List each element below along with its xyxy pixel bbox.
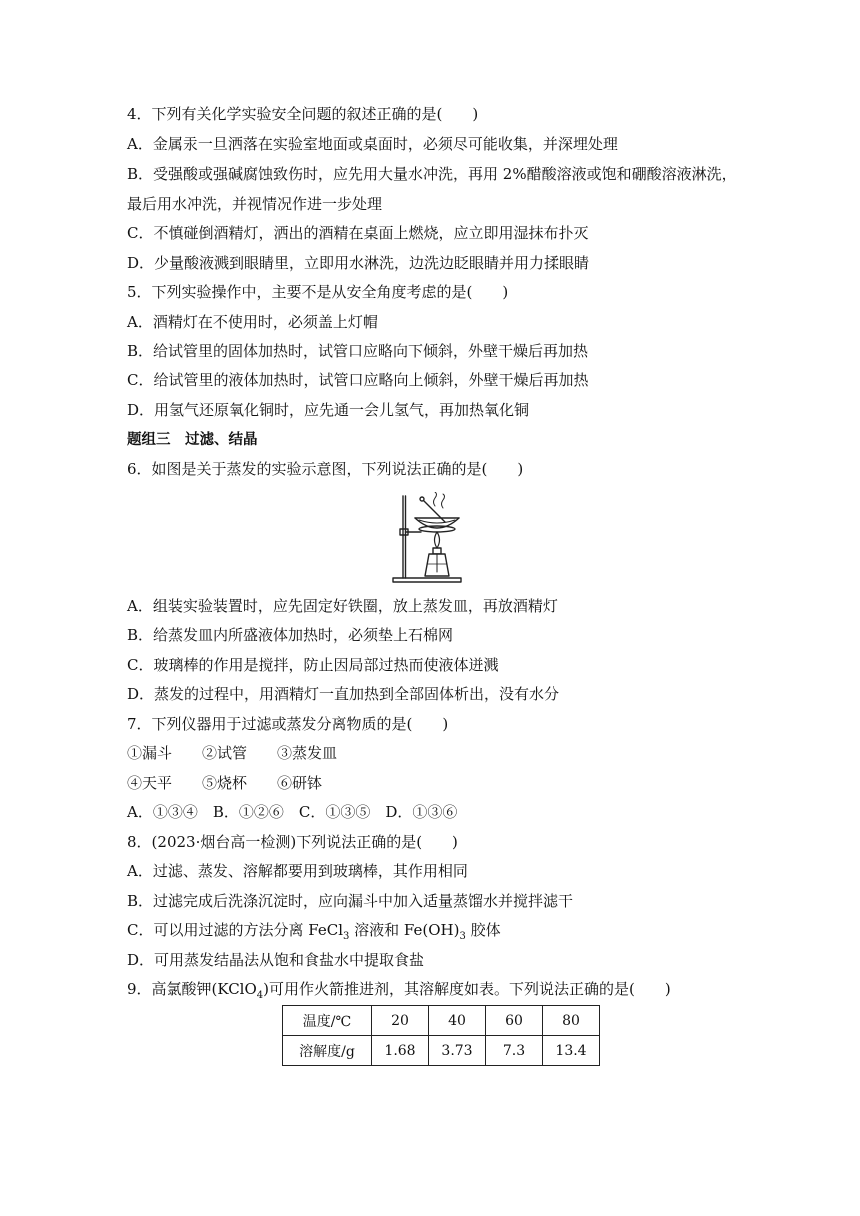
q8-option-c: C．可以用过滤的方法分离 FeCl$_3$ 溶液和 $Fe(OH)_3$ 胶体 — [127, 921, 501, 942]
table-cell: 80 — [543, 1006, 600, 1036]
q8-option-a: A．过滤、蒸发、溶解都要用到玻璃棒，其作用相同 — [127, 862, 468, 880]
q6-option-a: A．组装实验装置时，应先固定好铁圈，放上蒸发皿，再放酒精灯 — [127, 597, 558, 615]
q5-option-b: B．给试管里的固体加热时，试管口应略向下倾斜，外壁干燥后再加热 — [127, 342, 589, 360]
solubility-table — [282, 1005, 600, 1066]
q8-stem: 8．(2023·烟台高一检测)下列说法正确的是( ) — [127, 833, 458, 851]
q4-option-a: A．金属汞一旦洒落在实验室地面或桌面时，必须尽可能收集，并深埋处理 — [127, 135, 618, 153]
q7-items-row2: ④天平 ⑤烧杯 ⑥研钵 — [127, 774, 323, 792]
q7-items-row1: ①漏斗 ②试管 ③蒸发皿 — [127, 744, 338, 762]
table-cell: 3.73 — [429, 1036, 486, 1066]
q5-option-a: A．酒精灯在不使用时，必须盖上灯帽 — [127, 313, 378, 331]
table-cell-temperature-label: 温度/℃ — [283, 1006, 372, 1036]
q4-stem: 4．下列有关化学实验安全问题的叙述正确的是( ) — [127, 105, 479, 123]
evaporation-apparatus-figure — [391, 492, 463, 584]
table-cell-solubility-label: 溶解度/g — [283, 1036, 372, 1066]
q4-option-c: C．不慎碰倒酒精灯，洒出的酒精在桌面上燃烧，应立即用湿抹布扑灭 — [127, 224, 589, 242]
table-cell: 13.4 — [543, 1036, 600, 1066]
table-cell: 20 — [372, 1006, 429, 1036]
table-row — [283, 1036, 600, 1066]
table-cell: 1.68 — [372, 1036, 429, 1066]
q8-option-d: D．可用蒸发结晶法从饱和食盐水中提取食盐 — [127, 951, 425, 969]
q7-stem: 7．下列仪器用于过滤或蒸发分离物质的是( ) — [127, 715, 449, 733]
q6-stem: 6．如图是关于蒸发的实验示意图，下列说法正确的是( ) — [127, 460, 524, 478]
q8-option-b: B．过滤完成后洗涤沉淀时，应向漏斗中加入适量蒸馏水并搅拌滤干 — [127, 892, 574, 910]
q7-options: A．①③④ B．①②⑥ C．①③⑤ D．①③⑥ — [127, 803, 458, 821]
q6-option-d: D．蒸发的过程中，用酒精灯一直加热到全部固体析出，没有水分 — [127, 685, 560, 703]
table-row — [283, 1006, 600, 1036]
q6-option-c: C．玻璃棒的作用是搅拌，防止因局部过热而使液体迸溅 — [127, 656, 499, 674]
q4-option-d: D．少量酸液溅到眼睛里，立即用水淋洗，边洗边眨眼睛并用力揉眼睛 — [127, 254, 590, 272]
table-cell: 60 — [486, 1006, 543, 1036]
q5-option-d: D．用氢气还原氧化铜时，应先通一会儿氢气，再加热氧化铜 — [127, 401, 530, 419]
q9-stem: 9．高氯酸钾(KClO$_4$)可用作火箭推进剂，其溶解度如表。下列说法正确的是( ) — [127, 980, 671, 1001]
q4-option-b-line1: B．受强酸或强碱腐蚀致伤时，应先用大量水冲洗，再用 2%醋酸溶液或饱和硼酸溶液淋洗， — [127, 165, 737, 183]
section-heading-group3: 题组三 过滤、结晶 — [127, 432, 258, 448]
q6-option-b: B．给蒸发皿内所盛液体加热时，必须垫上石棉网 — [127, 626, 454, 644]
table-cell: 7.3 — [486, 1036, 543, 1066]
table-cell: 40 — [429, 1006, 486, 1036]
q5-stem: 5．下列实验操作中，主要不是从安全角度考虑的是( ) — [127, 283, 509, 301]
q4-option-b-line2: 最后用水冲洗，并视情况作进一步处理 — [127, 195, 383, 213]
q5-option-c: C．给试管里的液体加热时，试管口应略向上倾斜，外壁干燥后再加热 — [127, 371, 589, 389]
